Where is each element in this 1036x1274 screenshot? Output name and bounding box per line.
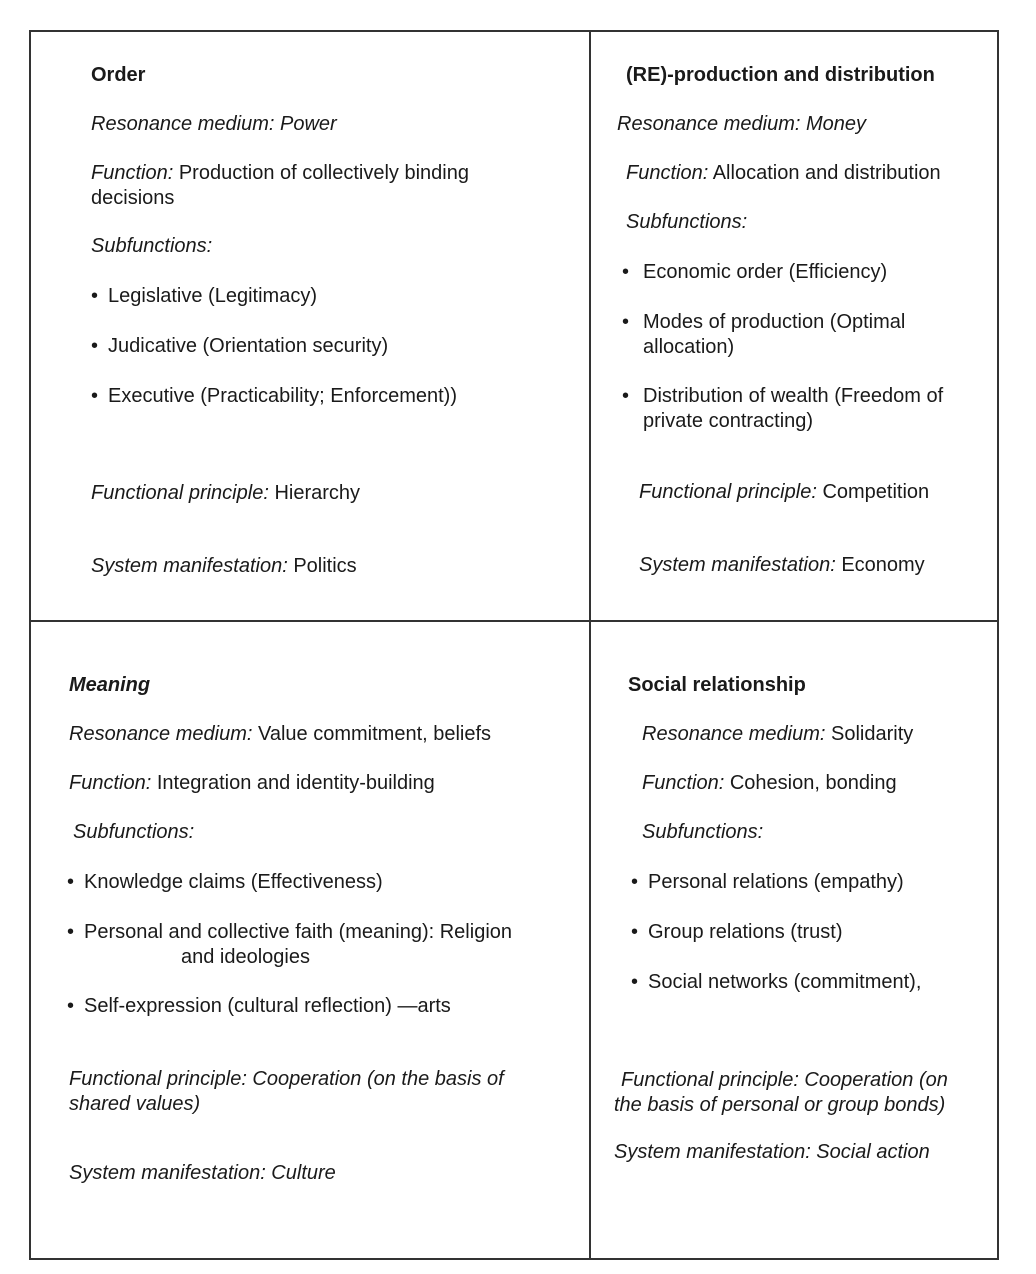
bullet-icon: • [67, 995, 75, 1017]
q2-principle-value: Competition [822, 481, 930, 503]
q1-resonance-value: Power [280, 113, 337, 135]
q2-manifestation-label: System manifestation: [639, 554, 836, 576]
q3-item-self-expression: Self-expression (cultural reflection) —arts [84, 995, 451, 1017]
q1-function-value: Production of collectively binding [178, 162, 469, 184]
q4-item-social-networks: Social networks (commitment), [648, 971, 922, 993]
bullet-icon: • [622, 261, 630, 283]
q1-principle-label: Functional principle: [91, 482, 269, 504]
q3-resonance-value: Value commitment, beliefs [258, 723, 492, 745]
q2-principle [639, 480, 929, 505]
bullet-icon: • [631, 971, 639, 993]
q2-resonance-label: Resonance medium: [617, 113, 801, 135]
q4-resonance [642, 722, 913, 747]
q3-item-faith-cont: and ideologies [181, 946, 310, 968]
q4-function [642, 771, 897, 796]
q1-subfunctions-label: Subfunctions: [91, 235, 213, 257]
bullet-icon: • [91, 285, 99, 307]
q4-subfunctions-label: Subfunctions: [642, 821, 764, 843]
q3-item-faith: Personal and collective faith (meaning): Religion [84, 921, 513, 943]
q1-title: Order [91, 64, 146, 86]
bullet-icon: • [631, 871, 639, 893]
q1-principle [91, 481, 360, 506]
q4-title: Social relationship [628, 674, 806, 696]
bullet-icon: • [631, 921, 639, 943]
q1-resonance [91, 112, 337, 137]
q4-resonance-value: Solidarity [831, 723, 914, 745]
q3-manifestation: System manifestation: Culture [69, 1162, 336, 1184]
q3-item-knowledge: Knowledge claims (Effectiveness) [84, 871, 383, 893]
q2-function-label: Function: [626, 162, 709, 184]
q2-function-value: Allocation and distribution [712, 162, 941, 184]
q3-resonance-label: Resonance medium: [69, 723, 253, 745]
q4-item-personal-relations: Personal relations (empathy) [648, 871, 904, 893]
q2-title: (RE)-production and distribution [626, 64, 935, 86]
q2-manifestation [639, 553, 925, 578]
q4-item-group-relations: Group relations (trust) [648, 921, 843, 943]
q2-principle-label: Functional principle: [639, 481, 817, 503]
q1-function-label: Function: [91, 162, 174, 184]
q1-manifestation [91, 554, 357, 579]
q4-principle: Functional principle: Cooperation (on [621, 1069, 948, 1091]
bullet-icon: • [91, 335, 99, 357]
q4-manifestation: System manifestation: Social action [614, 1141, 930, 1163]
q1-item-executive: Executive (Practicability; Enforcement)) [108, 385, 458, 407]
horizontal-divider [29, 620, 999, 622]
q2-item-distribution: Distribution of wealth (Freedom of [643, 385, 944, 407]
vertical-divider [589, 30, 591, 1260]
bullet-icon: • [622, 311, 630, 333]
q1-function-cont: decisions [91, 187, 175, 209]
q2-item-distribution-cont: private contracting) [643, 410, 814, 432]
q3-function-label: Function: [69, 772, 152, 794]
q1-manifestation-value: Politics [293, 555, 357, 577]
q4-resonance-label: Resonance medium: [642, 723, 826, 745]
q3-function-value: Integration and identity-building [156, 772, 435, 794]
q2-item-modes: Modes of production (Optimal [643, 311, 906, 333]
q3-principle: Functional principle: Cooperation (on the basis of [69, 1068, 504, 1090]
q2-item-modes-cont: allocation) [643, 336, 735, 358]
bullet-icon: • [622, 385, 630, 407]
q1-item-legislative: Legislative (Legitimacy) [108, 285, 317, 307]
bullet-icon: • [67, 921, 75, 943]
q2-subfunctions-label: Subfunctions: [626, 211, 748, 233]
q3-resonance [69, 722, 491, 747]
q1-item-judicative: Judicative (Orientation security) [108, 335, 389, 357]
q2-item-economic-order: Economic order (Efficiency) [643, 261, 888, 283]
q2-function [626, 161, 941, 186]
bullet-icon: • [67, 871, 75, 893]
q3-title: Meaning [69, 674, 151, 696]
q4-principle-cont: the basis of personal or group bonds) [614, 1094, 946, 1116]
q1-resonance-label: Resonance medium: [91, 113, 275, 135]
q1-principle-value: Hierarchy [274, 482, 361, 504]
q1-manifestation-label: System manifestation: [91, 555, 288, 577]
q3-subfunctions-label: Subfunctions: [73, 821, 195, 843]
q2-manifestation-value: Economy [841, 554, 925, 576]
q3-principle-cont: shared values) [69, 1093, 201, 1115]
bullet-icon: • [91, 385, 99, 407]
q1-function [91, 161, 469, 186]
q4-function-value: Cohesion, bonding [729, 772, 897, 794]
q4-function-label: Function: [642, 772, 725, 794]
q2-resonance [617, 112, 866, 137]
q2-resonance-value: Money [806, 113, 867, 135]
q3-function [69, 771, 435, 796]
